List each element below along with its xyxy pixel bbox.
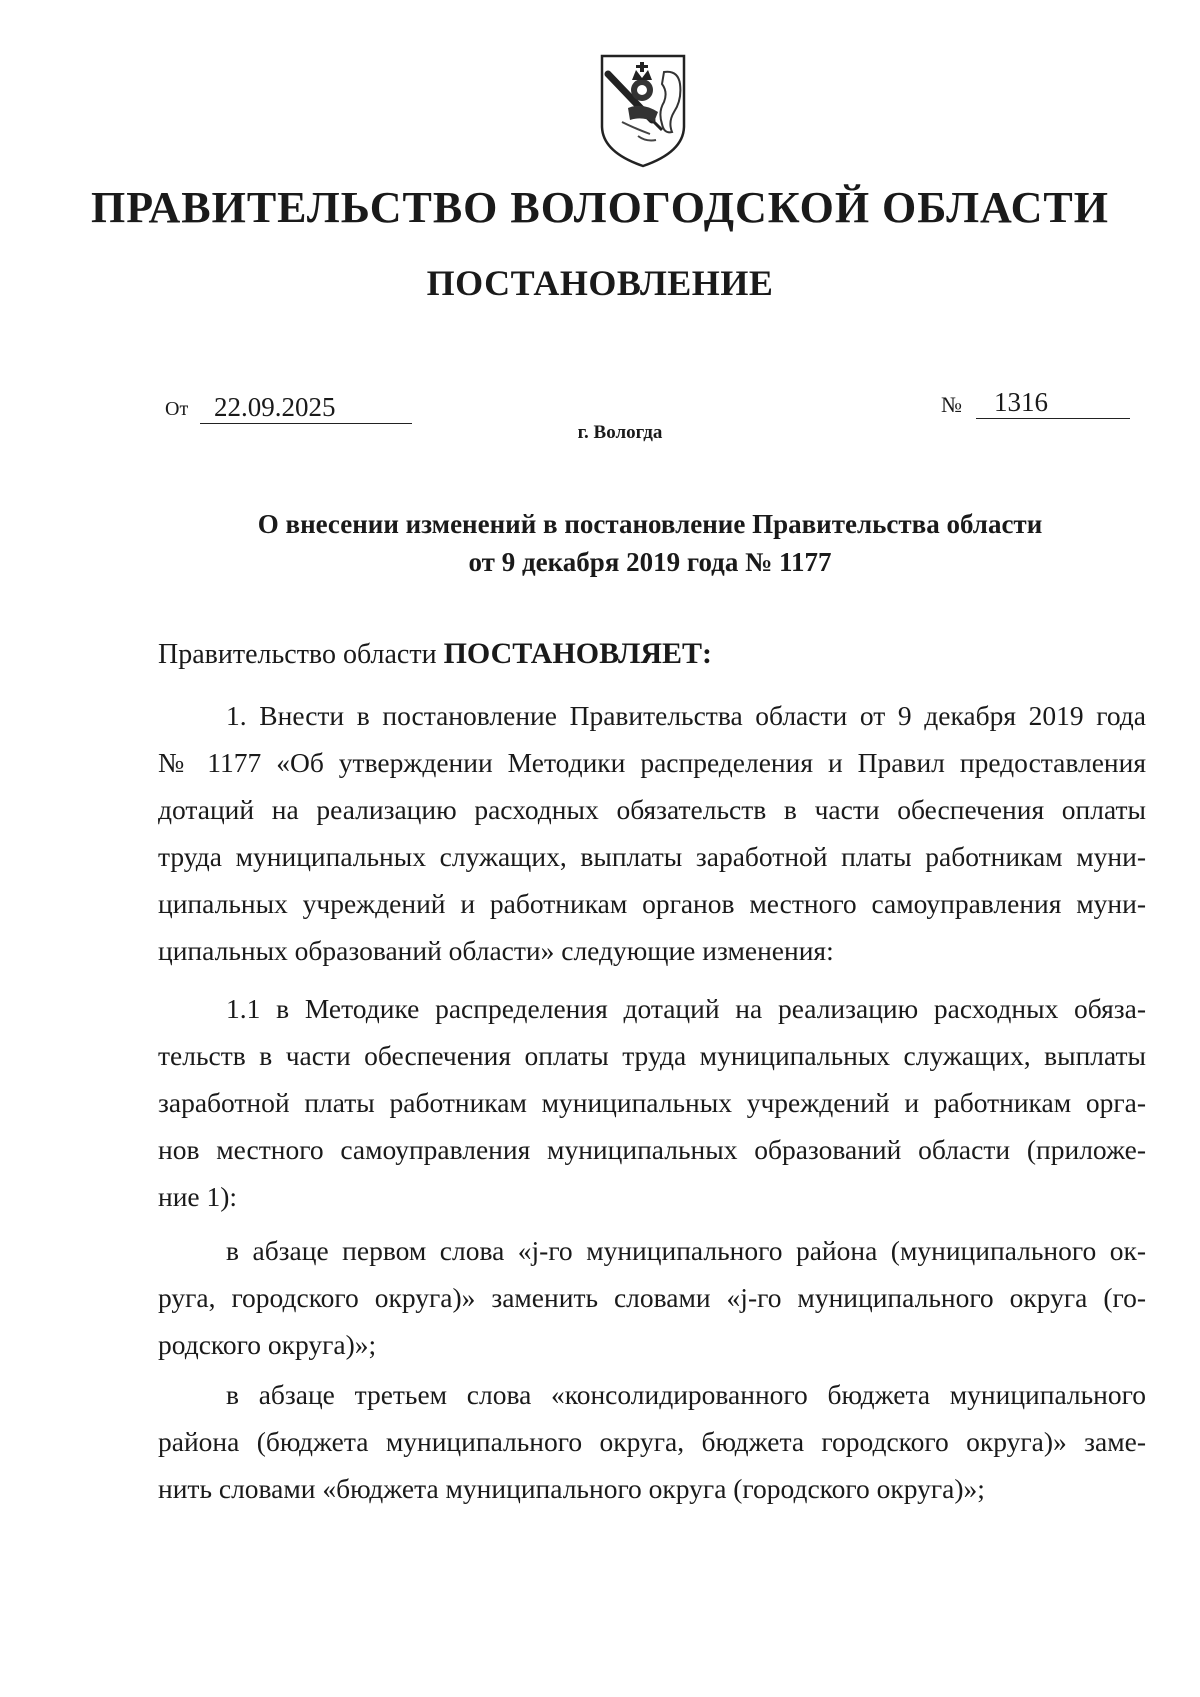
number-value: 1316 <box>976 387 1130 419</box>
resolution-keyword: ПОСТАНОВЛЯЕТ: <box>443 637 713 670</box>
organization-title: ПРАВИТЕЛЬСТВО ВОЛОГОДСКОЙ ОБЛАСТИ <box>91 183 1109 232</box>
text-line: заработной платы работникам муниципальных учреждений и работникам орга- <box>158 1087 1146 1118</box>
text-line: в абзаце третьем слова «консолидированного бюджета муниципального <box>226 1379 1146 1410</box>
text-line: нов местного самоуправления муниципальных образований области (приложе- <box>158 1134 1146 1165</box>
text-line: № 1177 «Об утверждении Методики распределения и Правил предоставления <box>158 747 1146 778</box>
text-line: 1.1 в Методике распределения дотаций на реализацию расходных обяза- <box>226 993 1146 1024</box>
paragraph-abzac-3 <box>158 1371 1146 1512</box>
text-line: ципальных образований области» следующие изменения: <box>158 935 834 966</box>
text-line: нить словами «бюджета муниципального округа (городского округа)»; <box>158 1473 985 1504</box>
text-line: тельств в части обеспечения оплаты труда муниципальных служащих, выплаты <box>158 1040 1146 1071</box>
text-line: района (бюджета муниципального округа, бюджета городского округа)» заме- <box>158 1426 1146 1457</box>
document-subject <box>200 505 1100 581</box>
text-line: в абзаце первом слова «j-го муниципального района (муниципального ок- <box>226 1235 1146 1266</box>
paragraph-abzac-1 <box>158 1227 1146 1368</box>
paragraph-1-1 <box>158 985 1146 1220</box>
resolution-clause <box>158 637 712 671</box>
text-line: 1. Внести в постановление Правительства области от 9 декабря 2019 года <box>226 700 1146 731</box>
text-line: дотаций на реализацию расходных обязательств в части обеспечения оплаты <box>158 794 1146 825</box>
text-line: труда муниципальных служащих, выплаты заработной платы работникам муни- <box>158 841 1146 872</box>
city-label: г. Вологда <box>577 422 663 443</box>
paragraph-1 <box>158 692 1146 974</box>
number-label: № <box>941 392 962 417</box>
document-type-heading: ПОСТАНОВЛЕНИЕ <box>426 263 774 303</box>
text-line: ние 1): <box>158 1181 238 1212</box>
text-line: родского округа)»; <box>158 1329 377 1360</box>
date-label: От <box>165 398 189 420</box>
text-line: руга, городского округа)» заменить словами «j-го муниципального округа (го- <box>158 1282 1146 1313</box>
subject-line: О внесении изменений в постановление Правительства области <box>257 509 1043 539</box>
date-value: 22.09.2025 <box>200 392 412 424</box>
subject-line: от 9 декабря 2019 года № 1177 <box>468 547 832 577</box>
coat-of-arms-icon <box>598 52 688 170</box>
text-line: ципальных учреждений и работникам органов местного самоуправления муни- <box>158 888 1146 919</box>
resolution-prefix: Правительство области <box>158 639 437 670</box>
